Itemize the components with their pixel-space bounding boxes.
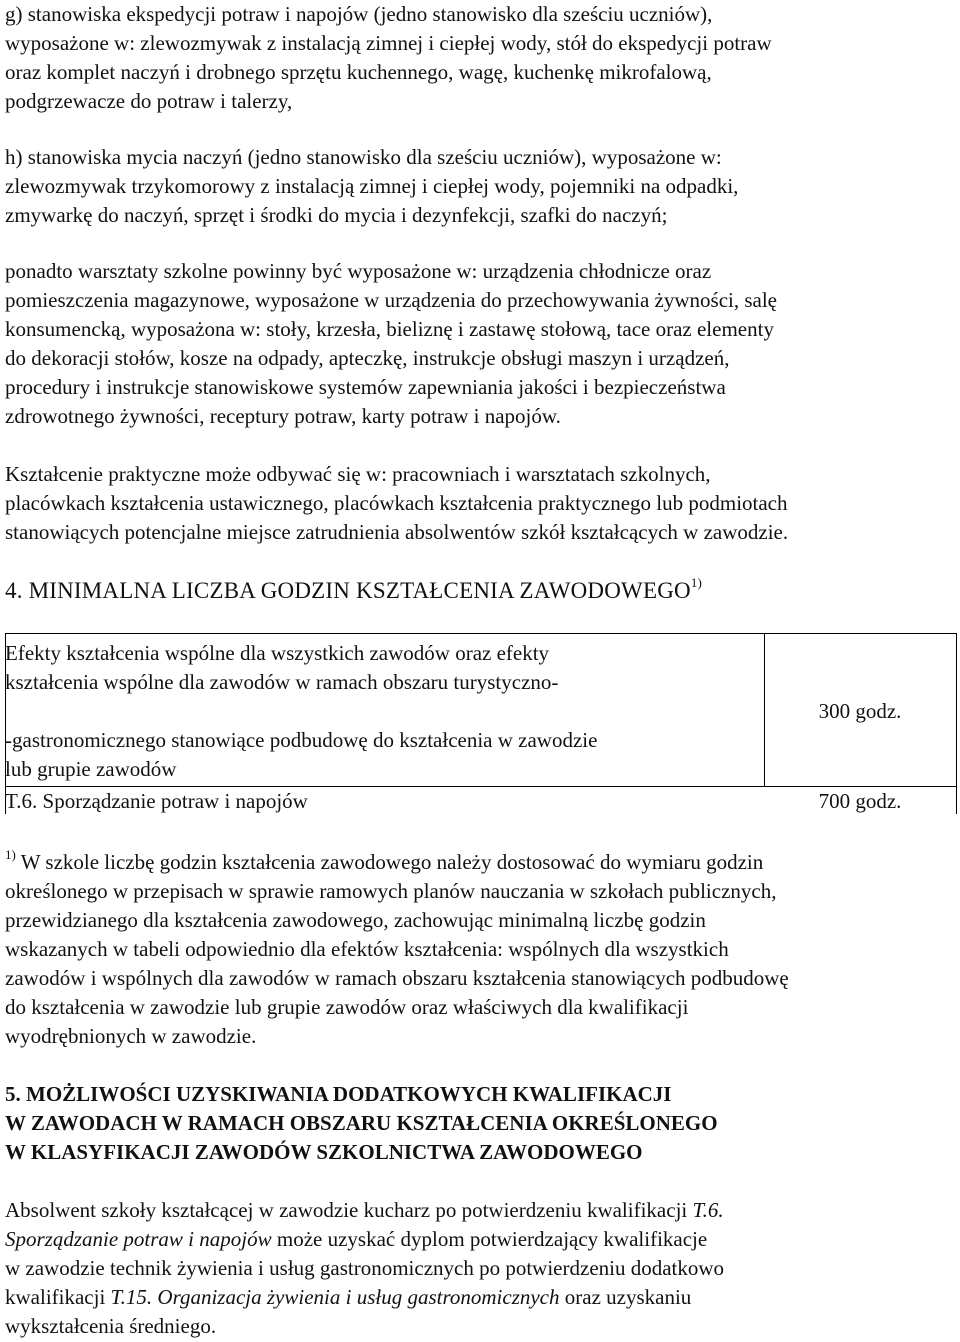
table-row-1-line: kształcenia wspólne dla zawodów w ramach obszaru turystyczno- xyxy=(5,670,559,694)
graduate-line xyxy=(5,1283,955,1312)
graduate-line-text: może uzyskać dyplom potwierdzający kwalifikacje xyxy=(271,1227,708,1251)
table-row-1-line: lub grupie zawodów xyxy=(5,757,177,781)
section-h-line: zmywarkę do naczyń, sprzęt i środki do mycia i dezynfekcji, szafki do naczyń; xyxy=(5,203,668,227)
equipment-line: do dekoracji stołów, kosze na odpady, apteczkę, instrukcje obsługi maszyn i urządzeń, xyxy=(5,346,730,370)
section-g-line: g) stanowiska ekspedycji potraw i napojów (jedno stanowisko dla sześciu uczniów), xyxy=(5,2,713,26)
footnote-first-line-text: W szkole liczbę godzin kształcenia zawodowego należy dostosować do wymiaru godzin xyxy=(15,850,764,874)
table-row-1-line: -gastronomicznego stanowiące podbudowę do kształcenia w zawodzie xyxy=(5,728,598,752)
section-5-heading xyxy=(5,1080,955,1167)
footnote-first-line xyxy=(5,848,955,877)
graduate-line xyxy=(5,1225,955,1254)
section-5-heading-line: 5. MOŻLIWOŚCI UZYSKIWANIA DODATKOWYCH KWALIFIKACJI xyxy=(5,1082,672,1106)
equipment-line: procedury i instrukcje stanowiskowe systemów zapewniania jakości i bezpieczeństwa xyxy=(5,375,726,399)
equipment-line: pomieszczenia magazynowe, wyposażone w urządzenia do przechowywania żywności, salę xyxy=(5,288,778,312)
footnote-line: określonego w przepisach w sprawie ramowych planów nauczania w szkołach publicznych, xyxy=(5,879,777,903)
graduate-line-text: kwalifikacji xyxy=(5,1285,111,1309)
section-g-line: oraz komplet naczyń i drobnego sprzętu kuchennego, wagę, kuchenkę mikrofalową, xyxy=(5,60,712,84)
footnote-line: przewidzianego dla kształcenia zawodowego, zachowując minimalną liczbę godzin xyxy=(5,908,706,932)
footnote-line: wyodrębnionych w zawodzie. xyxy=(5,1024,257,1048)
graduate-line: wykształcenia średniego. xyxy=(5,1314,217,1338)
table-row-1-label xyxy=(5,639,558,697)
footnote-line: wskazanych w tabeli odpowiednio dla efektów kształcenia: wspólnych dla wszystkich xyxy=(5,937,729,961)
section-4-heading xyxy=(5,576,955,605)
table-row-1-hours: 300 godz. xyxy=(818,699,902,723)
practical-training-line: Kształcenie praktyczne może odbywać się w: pracowniach i warsztatach szkolnych, xyxy=(5,462,711,486)
section-4-heading-text: 4. MINIMALNA LICZBA GODZIN KSZTAŁCENIA ZAWODOWEGO xyxy=(5,578,691,603)
section-g-line: wyposażone w: zlewozmywak z instalacją zimnej i ciepłej wody, stół do ekspedycji potraw xyxy=(5,31,772,55)
graduate-paragraph xyxy=(5,1196,955,1341)
practical-training-line: placówkach kształcenia ustawicznego, placówkach kształcenia praktycznego lub podmiotach xyxy=(5,491,788,515)
graduate-line-text: Absolwent szkoły kształcącej w zawodzie kucharz po potwierdzeniu kwalifikacji xyxy=(5,1198,693,1222)
graduate-line: w zawodzie technik żywienia i usług gastronomicznych po potwierdzeniu dodatkowo xyxy=(5,1256,725,1280)
additional-qualification: T.15. Organizacja żywienia i usług gastronomicznych xyxy=(110,1285,560,1309)
footnote-line: do kształcenia w zawodzie lub grupie zawodów oraz właściwych dla kwalifikacji xyxy=(5,995,689,1019)
footnote-line: zawodów i wspólnych dla zawodów w ramach obszaru kształcenia stanowiących podbudowę xyxy=(5,966,789,990)
graduate-line xyxy=(5,1196,955,1225)
table-row-1-label-continued xyxy=(5,726,597,784)
footnote-marker: 1) xyxy=(5,847,16,862)
equipment-paragraph xyxy=(5,257,955,431)
table-row-2-label: T.6. Sporządzanie potraw i napojów xyxy=(5,789,308,813)
section-4-footnote-marker: 1) xyxy=(690,575,703,591)
section-g-paragraph xyxy=(5,0,955,116)
practical-training-line: stanowiących potencjalne miejsce zatrudnienia absolwentów szkół kształcących w zawodzie. xyxy=(5,520,789,544)
qualification-name: Sporządzanie potraw i napojów xyxy=(5,1227,272,1251)
table-row-2-hours: 700 godz. xyxy=(818,789,902,813)
section-h-line: h) stanowiska mycia naczyń (jedno stanowisko dla sześciu uczniów), wyposażone w: xyxy=(5,145,722,169)
section-h-line: zlewozmywak trzykomorowy z instalacją zimnej i ciepłej wody, pojemniki na odpadki, xyxy=(5,174,739,198)
section-5-heading-line: W KLASYFIKACJI ZAWODÓW SZKOLNICTWA ZAWODOWEGO xyxy=(5,1140,643,1164)
equipment-line: konsumencką, wyposażona w: stoły, krzesła, bieliznę i zastawę stołową, tace oraz elementy xyxy=(5,317,774,341)
footnote-paragraph xyxy=(5,848,955,1051)
section-5-heading-line: W ZAWODACH W RAMACH OBSZARU KSZTAŁCENIA OKREŚLONEGO xyxy=(5,1111,718,1135)
equipment-line: ponadto warsztaty szkolne powinny być wyposażone w: urządzenia chłodnicze oraz xyxy=(5,259,712,283)
section-g-line: podgrzewacze do potraw i talerzy, xyxy=(5,89,293,113)
section-h-paragraph xyxy=(5,143,955,230)
equipment-line: zdrowotnego żywności, receptury potraw, karty potraw i napojów. xyxy=(5,404,561,428)
qualification-code: T.6. xyxy=(692,1198,724,1222)
table-row-1-line: Efekty kształcenia wspólne dla wszystkich zawodów oraz efekty xyxy=(5,641,550,665)
graduate-line-text: oraz uzyskaniu xyxy=(559,1285,692,1309)
practical-training-paragraph xyxy=(5,460,955,547)
